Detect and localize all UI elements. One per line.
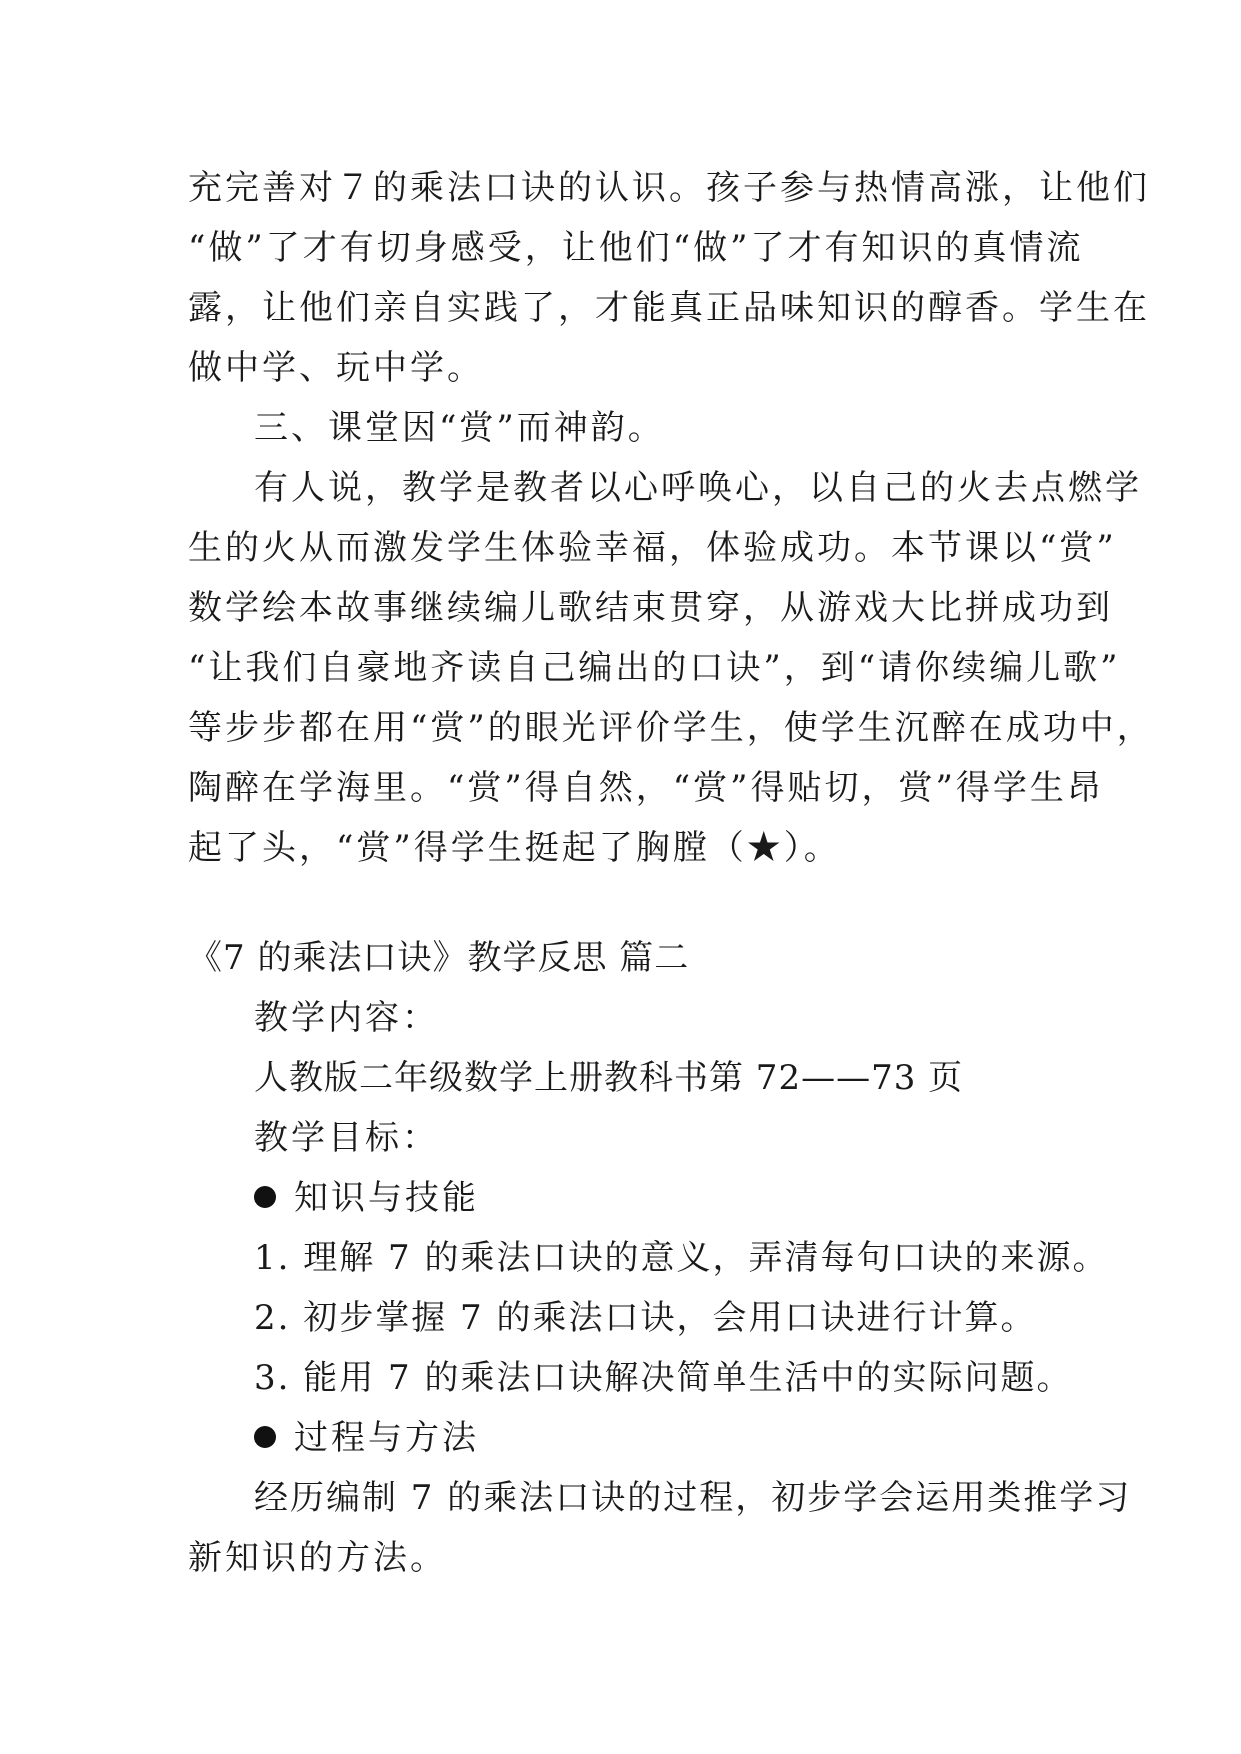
- section-two: [188, 928, 1132, 1588]
- bullet-label: 知识与技能: [294, 1178, 479, 1218]
- goals-label: 教学目标：: [254, 1118, 439, 1158]
- paragraph-first-line: 有人说，教学是教者以心呼唤心，以自己的火去点燃学: [254, 468, 1142, 508]
- text-line: 新知识的方法。: [188, 1538, 447, 1578]
- paragraph-first-line: 经历编制 7 的乘法口诀的过程，初步学会运用类推学习: [254, 1478, 1132, 1518]
- numbered-item: 1. 理解 7 的乘法口诀的意义，弄清每句口诀的来源。: [254, 1238, 1109, 1278]
- bullet-item: [188, 1408, 1048, 1468]
- text-line: 陶醉在学海里。“赏”得自然，“赏”得贴切，赏”得学生昂: [188, 768, 1104, 808]
- subheading: 三、课堂因“赏”而神韵。: [254, 408, 665, 448]
- section-title: 《7 的乘法口诀》教学反思 篇二: [188, 938, 690, 978]
- text-line: “让我们自豪地齐读自己编出的口诀”，到“请你续编儿歌”: [188, 648, 1121, 688]
- numbered-item: 2. 初步掌握 7 的乘法口诀，会用口诀进行计算。: [254, 1298, 1037, 1338]
- text-line: 等步步都在用“赏”的眼光评价学生，使学生沉醉在成功中，: [188, 708, 1154, 748]
- text-line: 生的火从而激发学生体验幸福，体验成功。本节课以“赏”: [188, 528, 1117, 568]
- text-line: “做”了才有切身感受，让他们“做”了才有知识的真情流: [188, 228, 1084, 268]
- bullet-label: 过程与方法: [294, 1418, 479, 1458]
- section-one: [188, 158, 1154, 878]
- numbered-item: 3. 能用 7 的乘法口诀解决简单生活中的实际问题。: [254, 1358, 1073, 1398]
- text-line: 充完善对７的乘法口诀的认识。孩子参与热情高涨，让他们: [188, 168, 1150, 208]
- content-label: 教学内容：: [254, 998, 439, 1038]
- bullet-dot-icon: [254, 1186, 276, 1208]
- text-line: 露，让他们亲自实践了，才能真正品味知识的醇香。学生在: [188, 288, 1150, 328]
- bullet-item: [188, 1168, 1048, 1228]
- text-line: 做中学、玩中学。: [188, 348, 484, 388]
- content-value: 人教版二年级数学上册教科书第 72——73 页: [254, 1058, 964, 1098]
- document-page: [188, 158, 1154, 1588]
- text-line: 起了头，“赏”得学生挺起了胸膛（★）。: [188, 828, 841, 868]
- text-line: 数学绘本故事继续编儿歌结束贯穿，从游戏大比拼成功到: [188, 588, 1113, 628]
- section-gap: [188, 878, 1048, 928]
- bullet-dot-icon: [254, 1426, 276, 1448]
